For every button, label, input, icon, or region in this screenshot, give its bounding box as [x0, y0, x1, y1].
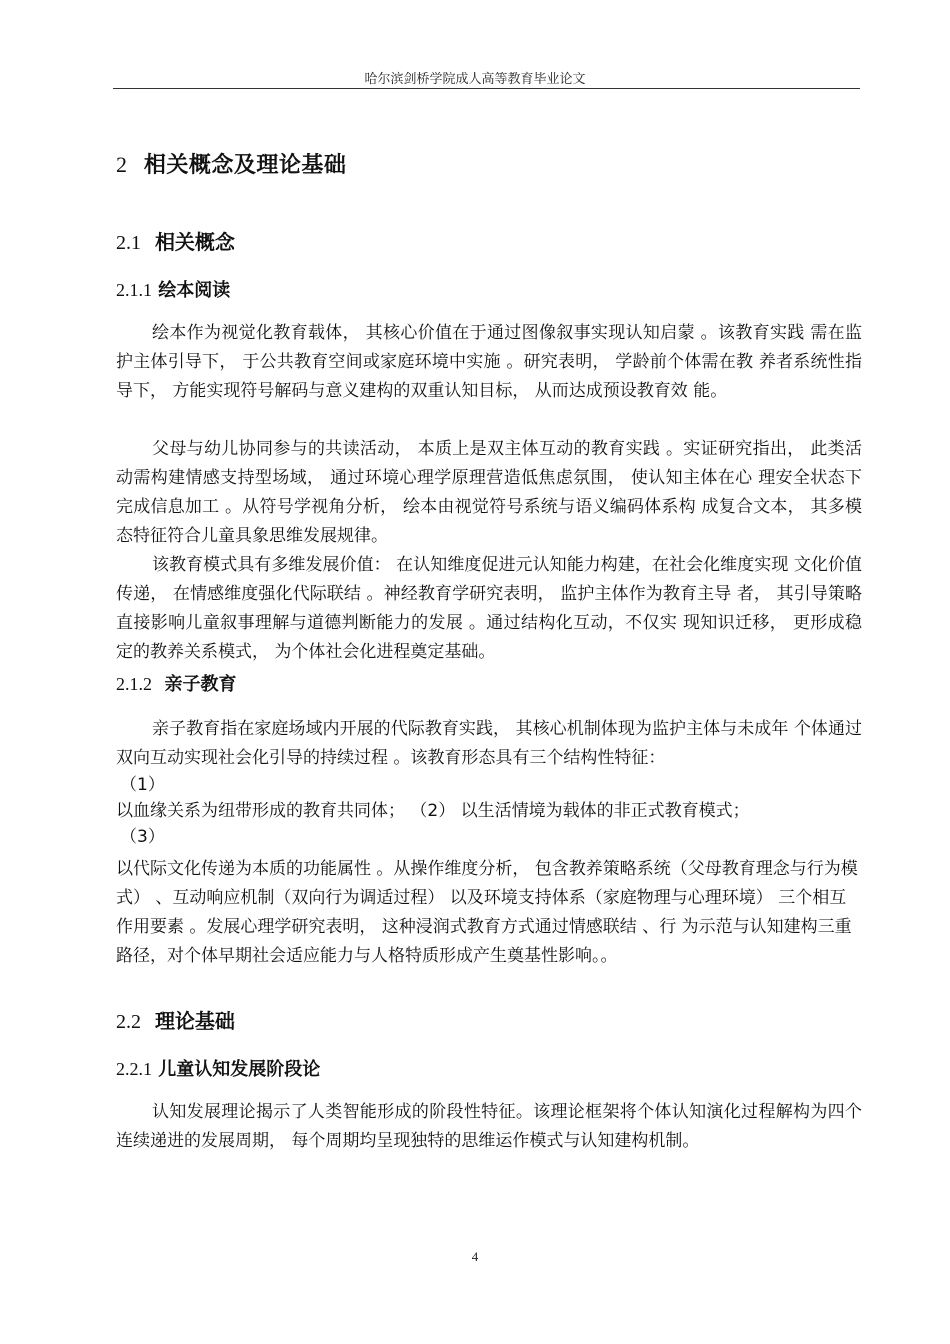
- chapter-heading: [116, 148, 346, 179]
- subsection-title: 儿童认知发展阶段论: [158, 1059, 321, 1080]
- subsection-heading-2-2-1: [116, 1055, 320, 1081]
- paragraph: 亲子教育指在家庭场域内开展的代际教育实践， 其核心机制体现为监护主体与未成年 个体通过双向互动实现社会化引导的持续过程 。该教育形态具有三个结构性特征：: [116, 719, 862, 768]
- section-heading-2-2: [116, 1005, 235, 1034]
- list-marker: （3）: [120, 827, 165, 847]
- section-number: 2.2: [116, 1011, 141, 1033]
- page-number: 4: [471, 1249, 479, 1264]
- subsection-title: 亲子教育: [164, 674, 237, 695]
- list-marker: （1）: [120, 775, 165, 795]
- header-rule: [113, 88, 860, 89]
- chapter-title: 相关概念及理论基础: [143, 153, 347, 178]
- list-item: 以代际文化传递为本质的功能属性 。从操作维度分析， 包含教养策略系统（父母教育理念与行为模式） 、互动响应机制（双向行为调适过程） 以及环境支持体系（家庭物理与心理环境） 三个相互作用要素 。发展心理学研究表明， 这种浸润式教育方式通过情感联结 、行 为示范与认知建构三重路径，对个体早期社会适应能力与人格特质形成产生奠基性影响。。: [116, 859, 858, 966]
- subsection-title: 绘本阅读: [158, 280, 231, 301]
- running-header: 哈尔滨剑桥学院成人高等教育毕业论文: [364, 72, 586, 87]
- paragraph: 该教育模式具有多维发展价值： 在认知维度促进元认知能力构建，在社会化维度实现 文化价值传递， 在情感维度强化代际联结 。神经教育学研究表明， 监护主体作为教育主导 者， 其引导策略直接影响儿童叙事理解与道德判断能力的发展 。通过结构化互动，不仅实 现知识迁移， 更形成稳定的教养关系模式， 为个体社会化进程奠定基础。: [116, 555, 862, 662]
- section-title: 理论基础: [154, 1009, 235, 1033]
- chapter-number: 2: [116, 152, 128, 177]
- section-title: 相关概念: [154, 230, 235, 254]
- paragraph: 认知发展理论揭示了人类智能形成的阶段性特征。该理论框架将个体认知演化过程解构为四个连续递进的发展周期， 每个周期均呈现独特的思维运作模式与认知建构机制。: [116, 1102, 862, 1151]
- paragraph: 父母与幼儿协同参与的共读活动， 本质上是双主体互动的教育实践 。实证研究指出， 此类活动需构建情感支持型场域， 通过环境心理学原理营造低焦虑氛围， 使认知主体在心 理安全状态下完成信息加工 。从符号学视角分析， 绘本由视觉符号系统与语义编码体系构 成复合文本， 其多模态特征符合儿童具象思维发展规律。: [116, 439, 862, 546]
- list-item: 以血缘关系为纽带形成的教育共同体； （2） 以生活情境为载体的非正式教育模式；: [116, 801, 750, 821]
- subsection-number: 2.2.1: [116, 1059, 152, 1079]
- subsection-heading-2-1-2: [116, 670, 237, 696]
- subsection-heading-2-1-1: [116, 276, 230, 302]
- subsection-number: 2.1.1: [116, 280, 152, 300]
- subsection-number: 2.1.2: [116, 674, 152, 694]
- section-heading-2-1: [116, 226, 235, 255]
- section-number: 2.1: [116, 232, 141, 254]
- paragraph: 绘本作为视觉化教育载体， 其核心价值在于通过图像叙事实现认知启蒙 。该教育实践 需在监护主体引导下， 于公共教育空间或家庭环境中实施 。研究表明， 学龄前个体需在教 养者系统性指导下， 方能实现符号解码与意义建构的双重认知目标， 从而达成预设教育效 能。: [116, 323, 862, 401]
